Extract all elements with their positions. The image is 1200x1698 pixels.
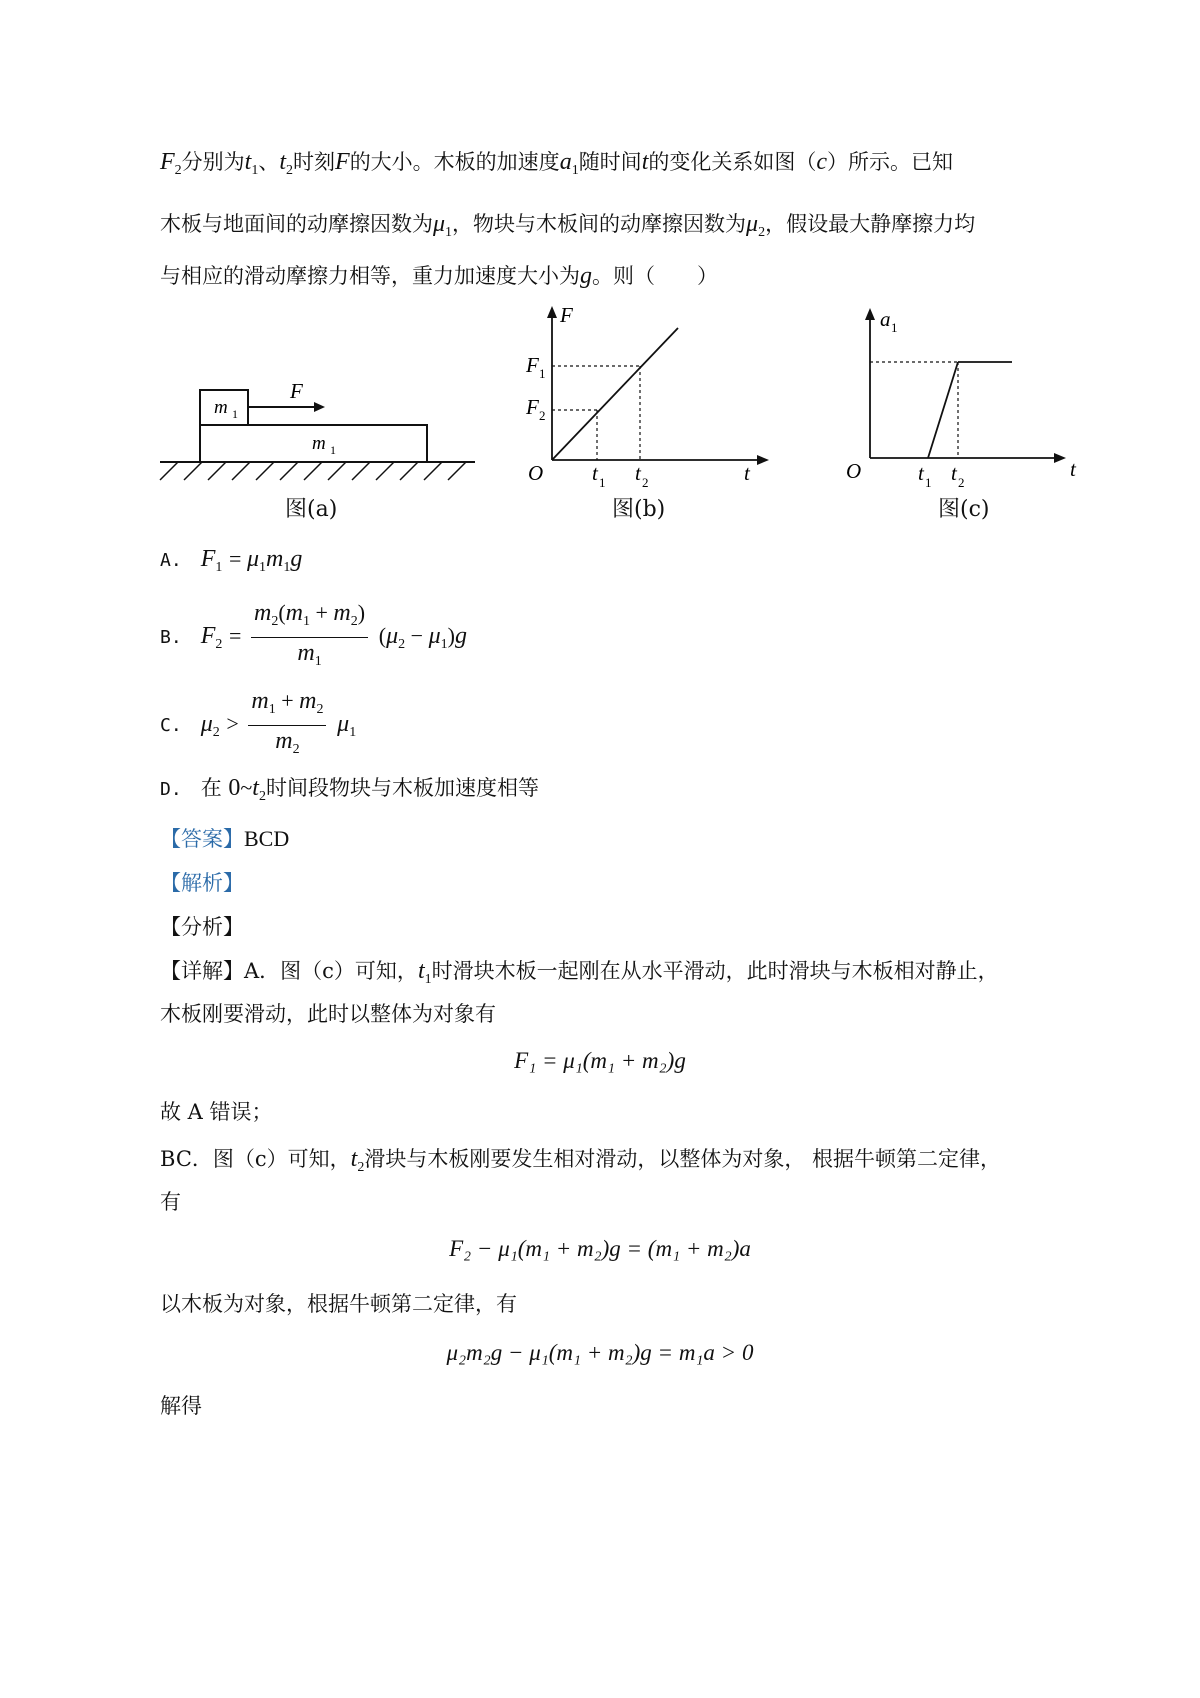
svg-text:1: 1	[599, 475, 606, 490]
svg-text:2: 2	[539, 408, 546, 423]
option-a: A. $F_1 = \mu_1m_1g$	[160, 546, 303, 575]
svg-text:1: 1	[891, 320, 898, 335]
option-c-fraction: $\frac{m_1 + m_2}{m_2}$	[248, 688, 326, 763]
fenxi-tag: 【分析】	[160, 915, 244, 939]
problem-line-2: 木板与地面间的动摩擦因数为$\mu_1$，物块与木板间的动摩擦因数为$\mu_2$，假设最大静摩擦力均	[160, 211, 976, 240]
b-F1-label: F	[526, 353, 539, 377]
equation-2: F₂ − μ₁(m₁ + m₂)g = (m₁ + m₂)a	[449, 1236, 751, 1261]
detail-line-5: 有	[160, 1190, 181, 1214]
caption-b: 图(b)	[612, 497, 666, 522]
detail-line-7: 解得	[160, 1394, 202, 1418]
board-label: m	[312, 433, 326, 454]
problem-line-1: $F_2$分别为$t_1$、$t_2$时刻F的大小。木板的加速度$a_1$随时间t的变化关系如图（c）所示。已知	[160, 149, 954, 178]
c-t1-label: t	[918, 461, 924, 485]
force-label: F	[290, 379, 303, 403]
detail-line-2: 木板刚要滑动，此时以整体为对象有	[160, 1002, 496, 1026]
svg-text:1: 1	[539, 366, 546, 381]
detail-line-4: BC．图（c）可知，$t_2$滑块与木板刚要发生相对滑动，以整体为对象， 根据牛顿第二定律，	[160, 1146, 1002, 1175]
block-label-sub: 1	[232, 407, 238, 421]
problem-line-3: 与相应的滑动摩擦力相等，重力加速度大小为g。则（ ）	[160, 263, 718, 289]
c-t-label: t	[1070, 457, 1076, 481]
analysis-tag: 【解析】	[160, 871, 244, 895]
b-F-label: F	[560, 303, 573, 327]
detail-line-6: 以木板为对象，根据牛顿第二定律，有	[160, 1292, 517, 1316]
b-F2-label: F	[526, 395, 539, 419]
svg-text:1: 1	[925, 475, 932, 490]
c-origin: O	[846, 459, 862, 483]
svg-text:2: 2	[642, 475, 649, 490]
option-d: D. 在 $0\sim t_2$时间段物块与木板加速度相等	[160, 775, 539, 804]
detail-line-1: 【详解】A．图（c）可知，$t_1$时滑块木板一起刚在从水平滑动，此时滑块与木板相对静止，	[160, 958, 999, 987]
caption-a: 图(a)	[285, 497, 338, 522]
b-t1-label: t	[592, 461, 598, 485]
answer-value: BCD	[244, 826, 290, 851]
b-t-label: t	[744, 461, 750, 485]
figure-c	[840, 300, 1090, 500]
b-origin: O	[528, 461, 544, 485]
b-F-line	[552, 328, 678, 460]
ground-hatch	[160, 462, 466, 480]
answer-tag: 【答案】	[160, 827, 244, 851]
board-label-sub: 1	[330, 443, 336, 457]
equation-1: F₁ = μ₁(m₁ + m₂)g	[514, 1048, 686, 1073]
block-label: m	[214, 397, 228, 418]
b-t2-label: t	[635, 461, 641, 485]
equation-3: μ₂m₂g − μ₁(m₁ + m₂)g = m₁a > 0	[446, 1340, 754, 1365]
c-a-label: a	[880, 307, 891, 331]
answer-line	[160, 825, 289, 853]
caption-c: 图(c)	[938, 497, 990, 522]
figure-b	[520, 300, 770, 500]
option-b-fraction: $\frac{m_2(m_1 + m_2)}{m_1}$	[251, 600, 368, 675]
option-c: C. $\mu_2$ > $\frac{m_1 + m_2}{m_2}$ $\mu_1$	[160, 688, 356, 763]
c-t2-label: t	[951, 461, 957, 485]
c-ramp-line	[928, 362, 958, 458]
svg-text:2: 2	[958, 475, 965, 490]
detail-line-3: 故 A 错误；	[160, 1100, 273, 1124]
option-b: B. $F_2$ = $\frac{m_2(m_1 + m_2)}{m_1}$ $(\mu_2 - \mu_1)g$	[160, 600, 467, 675]
